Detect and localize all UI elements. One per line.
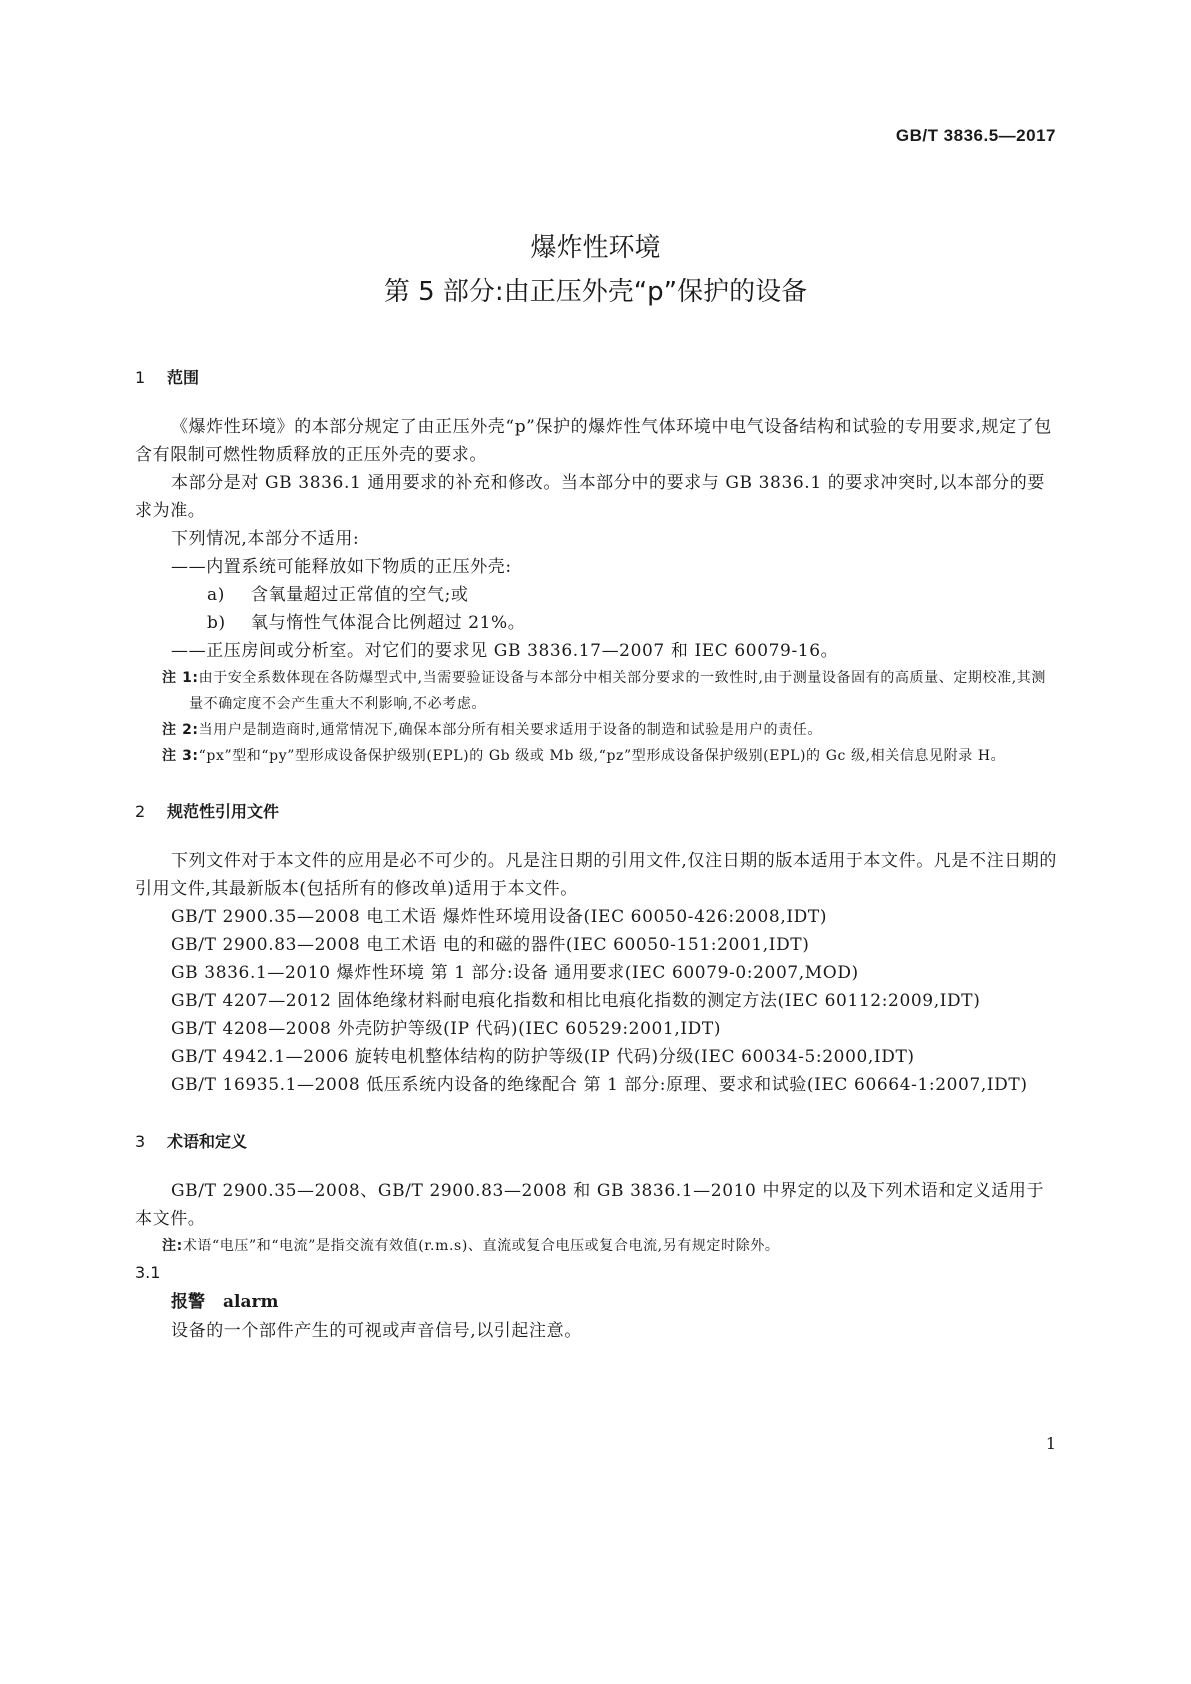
list-item-a <box>135 581 1057 609</box>
dash-item: ——内置系统可能释放如下物质的正压外壳: <box>171 557 512 577</box>
dash-item: ——正压房间或分析室。对它们的要求见 GB 3836.17—2007 和 IEC 60079-16。 <box>171 641 839 661</box>
section-2-heading <box>135 799 1057 825</box>
section-number: 3 <box>135 1132 146 1151</box>
term-english: alarm <box>223 1292 279 1312</box>
reference-item: GB/T 2900.83—2008 电工术语 电的和磁的器件(IEC 60050-151:2001,IDT) <box>171 935 810 955</box>
note-text: 术语“电压”和“电流”是指交流有效值(r.m.s)、直流或复合电压或复合电流,另有规定时除外。 <box>182 1238 780 1254</box>
paragraph: GB/T 2900.35—2008、GB/T 2900.83—2008 和 GB 3836.1—2010 中界定的以及下列术语和定义适用于本文件。 <box>135 1181 1045 1229</box>
page-number: 1 <box>1045 1434 1056 1453</box>
note-label: 注 2: <box>162 722 199 738</box>
note-label: 注 3: <box>162 748 199 764</box>
section-title: 规范性引用文件 <box>167 802 280 821</box>
section-title: 术语和定义 <box>167 1132 248 1151</box>
note-text: 当用户是制造商时,通常情况下,确保本部分所有相关要求适用于设备的制造和试验是用户的责任。 <box>198 722 822 738</box>
section-1-heading <box>135 365 1057 391</box>
paragraph: 下列情况,本部分不适用: <box>171 529 360 549</box>
term-definition: 设备的一个部件产生的可视或声音信号,以引起注意。 <box>171 1321 582 1341</box>
note-text: “px”型和“py”型形成设备保护级别(EPL)的 Gb 级或 Mb 级,“pz”型形成设备保护级别(EPL)的 Gc 级,相关信息见附录 H。 <box>198 748 1006 764</box>
note-label: 注: <box>162 1238 183 1254</box>
reference-item: GB/T 2900.35—2008 电工术语 爆炸性环境用设备(IEC 60050-426:2008,IDT) <box>171 907 828 927</box>
list-label: a) <box>207 585 225 605</box>
paragraph: 《爆炸性环境》的本部分规定了由正压外壳“p”保护的爆炸性气体环境中电气设备结构和试验的专用要求,规定了包含有限制可燃性物质释放的正压外壳的要求。 <box>135 417 1052 465</box>
list-label: b) <box>207 613 226 633</box>
reference-item: GB/T 4942.1—2006 旋转电机整体结构的防护等级(IP 代码)分级(IEC 60034-5:2000,IDT) <box>171 1047 915 1067</box>
term-chinese: 报警 <box>171 1292 205 1312</box>
reference-item: GB/T 4207—2012 固体绝缘材料耐电痕化指数和相比电痕化指数的测定方法(IEC 60112:2009,IDT) <box>171 991 981 1011</box>
standard-code: GB/T 3836.5—2017 <box>895 126 1056 145</box>
section-number: 1 <box>135 368 146 387</box>
document-body <box>135 365 1057 1345</box>
note-2 <box>162 717 1057 743</box>
note-3 <box>162 743 1057 769</box>
note-label: 注 1: <box>162 670 199 686</box>
section-3-heading <box>135 1129 1057 1155</box>
note-text: 由于安全系数体现在各防爆型式中,当需要验证设备与本部分中相关部分要求的一致性时,由于测量设备固有的高质量、定期校准,其测量不确定度不会产生重大不利影响,不必考虑。 <box>189 670 1046 712</box>
reference-item: GB/T 4208—2008 外壳防护等级(IP 代码)(IEC 60529:2001,IDT) <box>171 1019 722 1039</box>
list-item-b <box>135 609 1057 637</box>
paragraph: 本部分是对 GB 3836.1 通用要求的补充和修改。当本部分中的要求与 GB 3836.1 的要求冲突时,以本部分的要求为准。 <box>135 473 1045 521</box>
title-line-2: 第 5 部分:由正压外壳“p”保护的设备 <box>383 277 808 307</box>
section-number: 2 <box>135 802 146 821</box>
term-heading <box>135 1287 1057 1317</box>
list-text: 氧与惰性气体混合比例超过 21%。 <box>251 613 526 633</box>
reference-item: GB 3836.1—2010 爆炸性环境 第 1 部分:设备 通用要求(IEC 60079-0:2007,MOD) <box>171 963 859 983</box>
title-line-1: 爆炸性环境 <box>530 233 661 263</box>
list-text: 含氧量超过正常值的空气;或 <box>251 585 469 605</box>
term-number: 3.1 <box>135 1263 161 1282</box>
reference-item: GB/T 16935.1—2008 低压系统内设备的绝缘配合 第 1 部分:原理、要求和试验(IEC 60664-1:2007,IDT) <box>171 1075 1028 1095</box>
document-title <box>0 226 1191 314</box>
paragraph: 下列文件对于本文件的应用是必不可少的。凡是注日期的引用文件,仅注日期的版本适用于本文件。凡是不注日期的引用文件,其最新版本(包括所有的修改单)适用于本文件。 <box>135 851 1058 899</box>
note <box>162 1233 1057 1259</box>
note-1 <box>162 665 1057 717</box>
section-title: 范围 <box>167 368 200 387</box>
